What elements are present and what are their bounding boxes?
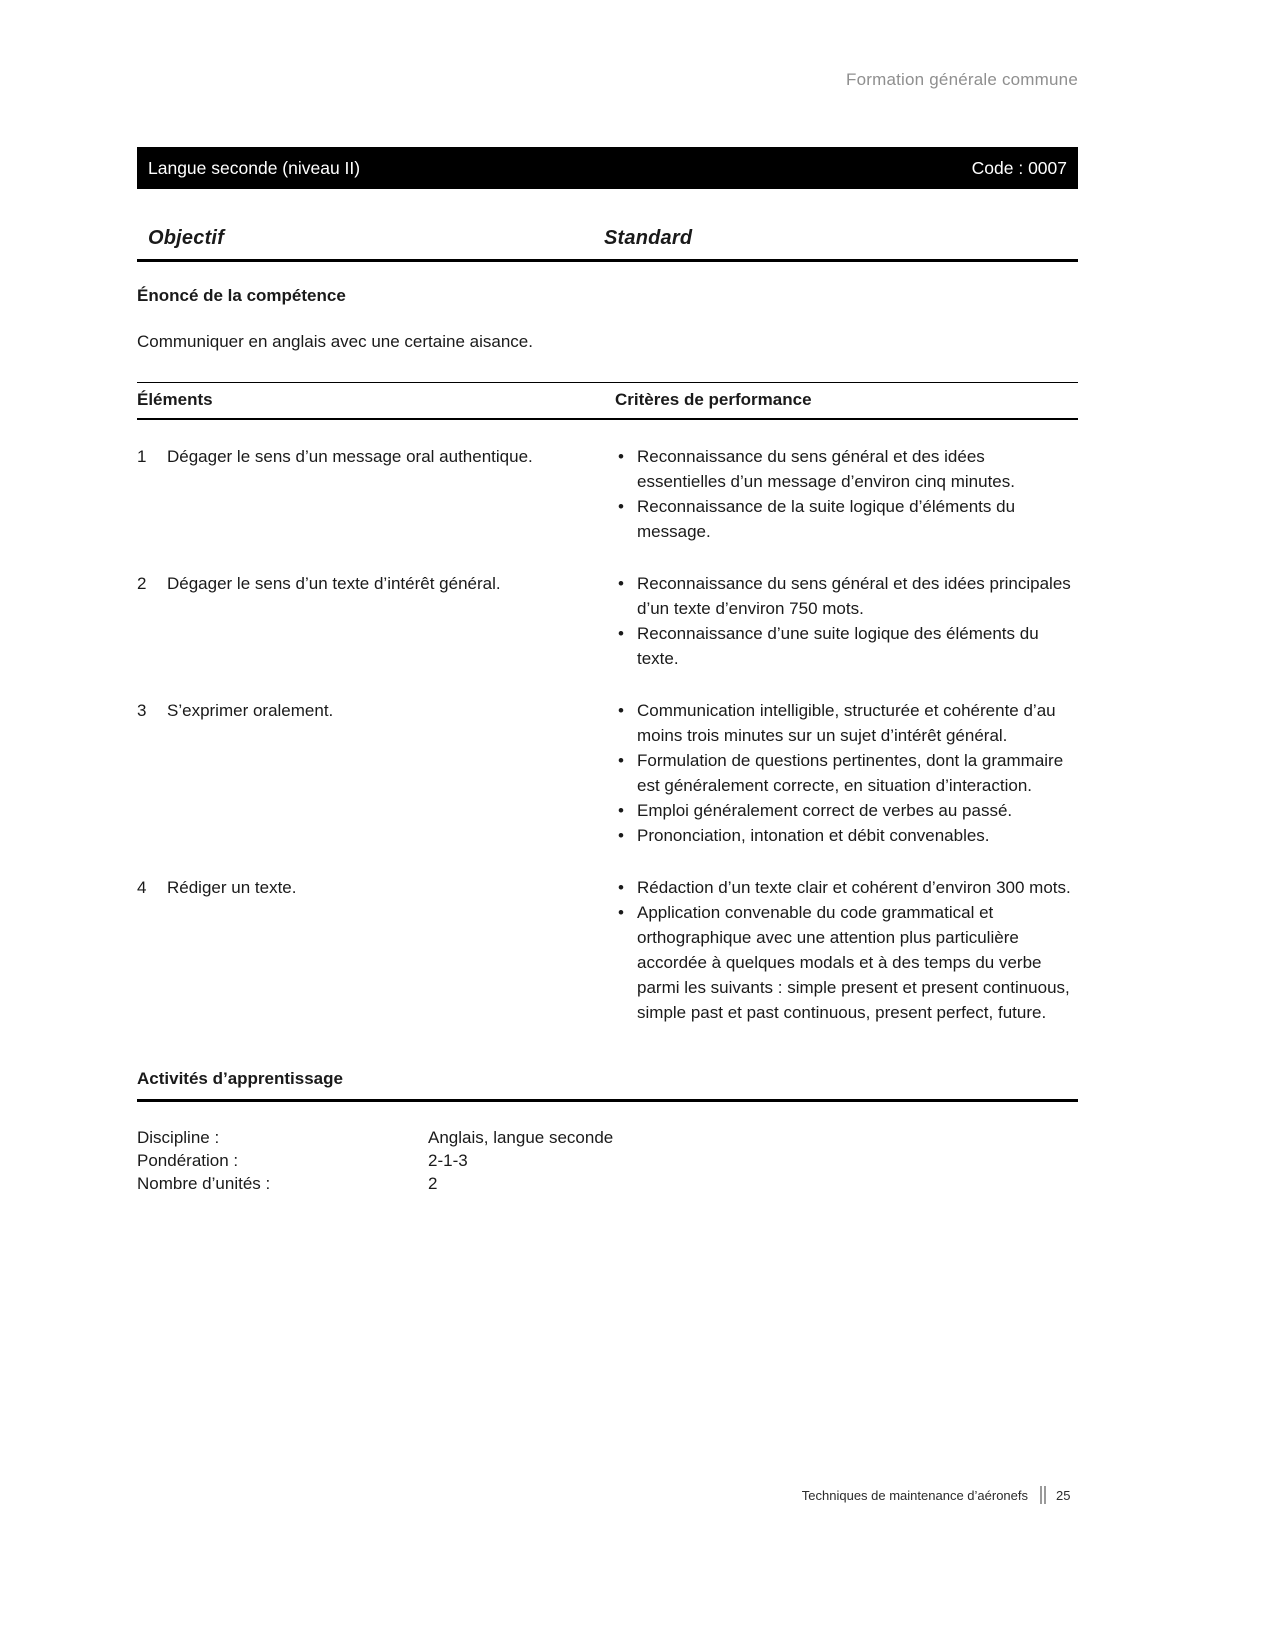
criterion [615,494,1078,544]
criterion-text: Communication intelligible, structurée et cohérente d’au moins trois minutes sur un sujet d’intérêt général. [637,701,1056,745]
course-title: Langue seconde (niveau II) [148,157,361,178]
criterion [615,698,1078,748]
element-cell [137,875,615,1025]
course-code: Code : 0007 [971,157,1067,178]
table-row [137,875,1078,1025]
field-row [137,1126,1078,1149]
element-cell [137,698,615,848]
criteria-cell [615,698,1078,848]
competence-statement: Communiquer en anglais avec une certaine aisance. [137,332,533,351]
criterion-text: Formulation de questions pertinentes, dont la grammaire est généralement correcte, en situation d’interaction. [637,751,1064,795]
element-text: S’exprimer oralement. [167,701,334,720]
bullet-icon [615,494,637,544]
table-row [137,698,1078,848]
field-value: Anglais, langue seconde [428,1128,614,1147]
element-number: 4 [137,878,147,897]
element-number: 1 [137,447,147,466]
criterion-text: Reconnaissance d’une suite logique des éléments du texte. [637,624,1039,668]
criteria-cell [615,571,1078,671]
criterion-text: Rédaction d’un texte clair et cohérent d’environ 300 mots. [637,878,1071,897]
criterion [615,444,1078,494]
field-label: Pondération : [137,1151,239,1170]
competence-heading: Énoncé de la compétence [137,286,346,305]
criterion-text: Prononciation, intonation et débit convenables. [637,826,990,845]
criterion [615,823,1078,848]
element-cell [137,571,615,671]
criterion [615,900,1078,1025]
table-row [137,444,1078,544]
element-text: Dégager le sens d’un texte d’intérêt général. [167,574,501,593]
bullet-icon [615,444,637,494]
criterion [615,621,1078,671]
field-label: Discipline : [137,1128,220,1147]
bullet-icon [615,823,637,848]
element-text: Dégager le sens d’un message oral authentique. [167,447,533,466]
bullet-icon [615,748,637,798]
criterion-text: Reconnaissance du sens général et des idées essentielles d’un message d’environ cinq minutes. [637,447,1015,491]
bullet-icon [615,900,637,1025]
bullet-icon [615,798,637,823]
page-footer [137,1486,1078,1504]
field-row [137,1149,1078,1172]
objectif-standard-header [137,227,1078,262]
criteria-cell [615,444,1078,544]
table-row [137,571,1078,671]
standard-heading: Standard [604,227,693,249]
bullet-icon [615,698,637,748]
criterion-text: Reconnaissance de la suite logique d’éléments du message. [637,497,1016,541]
title-bar [137,147,1078,189]
elements-column-header: Éléments [137,390,213,409]
bullet-icon [615,875,637,900]
table-header-row [137,382,1078,420]
criterion [615,798,1078,823]
field-row [137,1172,1078,1195]
element-cell [137,444,615,544]
page-content [137,0,1078,1195]
page-number: 25 [1056,1487,1071,1503]
criterion-text: Application convenable du code grammatical et orthographique avec une attention plus particulière accordée à quelques modals et à des temps du verbe parmi les suivants : simple present et present continuous, simple past et past continuous, present perfect, future. [637,903,1070,1022]
bullet-icon [615,571,637,621]
field-value: 2-1-3 [428,1151,468,1170]
criterion [615,748,1078,798]
criterion-text: Emploi généralement correct de verbes au passé. [637,801,1013,820]
objectif-heading: Objectif [148,227,225,249]
criterion [615,875,1078,900]
running-header: Formation générale commune [846,70,1078,89]
criterion [615,571,1078,621]
element-number: 3 [137,701,147,720]
footer-text: Techniques de maintenance d’aéronefs [801,1487,1028,1503]
elements-table [137,444,1078,1025]
criteres-column-header: Critères de performance [615,390,812,409]
field-value: 2 [428,1174,438,1193]
footer-divider [1040,1486,1046,1504]
activities-fields [137,1126,1078,1195]
criterion-text: Reconnaissance du sens général et des idées principales d’un texte d’environ 750 mots. [637,574,1071,618]
element-text: Rédiger un texte. [167,878,297,897]
activities-heading: Activités d’apprentissage [137,1069,1078,1102]
criteria-cell [615,875,1078,1025]
field-label: Nombre d’unités : [137,1174,271,1193]
bullet-icon [615,621,637,671]
element-number: 2 [137,574,147,593]
